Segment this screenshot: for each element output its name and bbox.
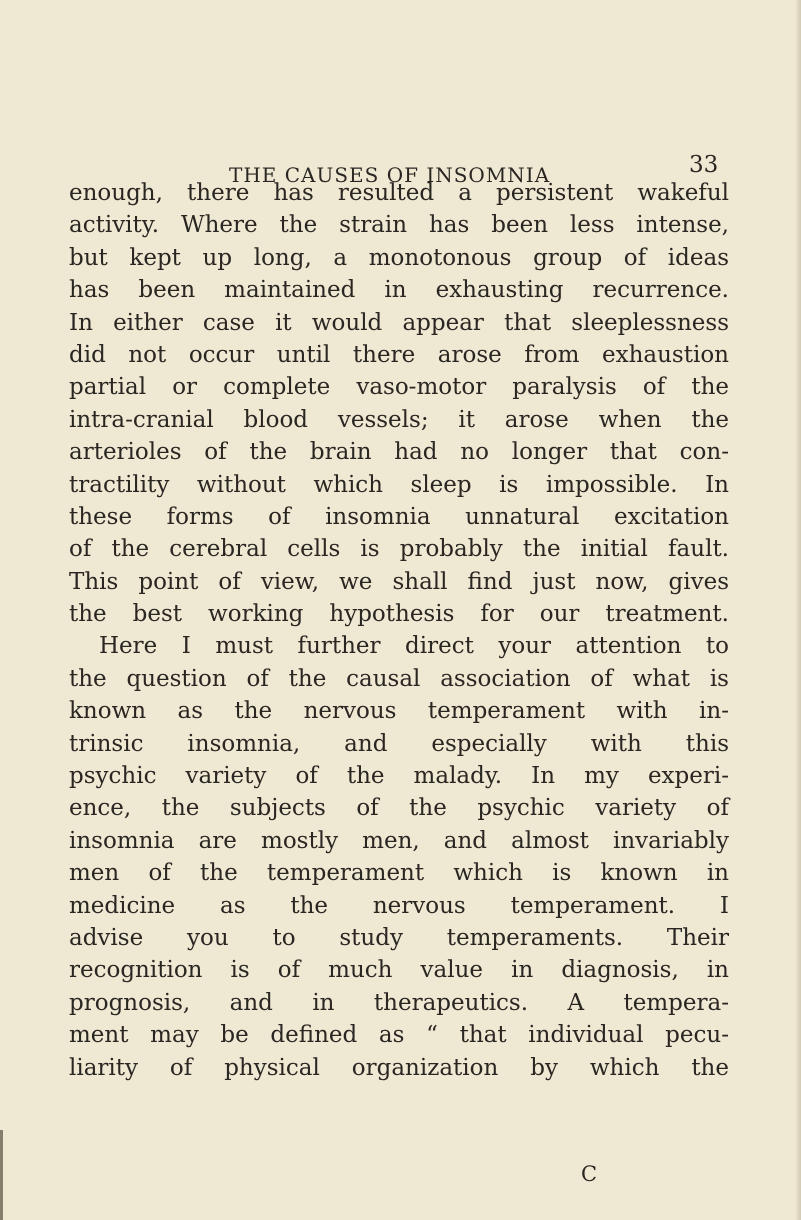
text-line: the question of the causal association of what is	[69, 665, 729, 692]
binding-mark	[0, 1130, 3, 1220]
text-line: ment may be defined as “ that individual pecu-	[69, 1022, 729, 1049]
text-line: men of the temperament which is known in	[69, 860, 729, 887]
text-line: these forms of insomnia unnatural excitation	[69, 503, 729, 530]
text-line: insomnia are mostly men, and almost invariably	[69, 827, 729, 854]
text-line: prognosis, and in therapeutics. A tempera-	[69, 989, 729, 1016]
text-line: of the cerebral cells is probably the initial fault.	[69, 536, 729, 563]
page-edge-shadow	[795, 0, 801, 1220]
text-line: trinsic insomnia, and especially with this	[69, 730, 729, 757]
text-line: arterioles of the brain had no longer that con-	[69, 439, 729, 466]
page-number: 33	[689, 152, 719, 178]
text-line: enough, there has resulted a persistent wakeful	[69, 180, 729, 206]
text-line: has been maintained in exhausting recurrence.	[69, 277, 729, 304]
text-line: partial or complete vaso-motor paralysis of the	[69, 374, 729, 401]
text-line: but kept up long, a monotonous group of ideas	[69, 244, 729, 271]
text-line: the best working hypothesis for our treatment.	[69, 601, 729, 628]
text-line: recognition is of much value in diagnosis, in	[69, 957, 729, 984]
text-line: This point of view, we shall find just now, gives	[69, 568, 729, 595]
text-line: known as the nervous temperament with in-	[69, 698, 729, 725]
text-line: liarity of physical organization by which the	[69, 1054, 729, 1081]
text-line: did not occur until there arose from exhaustion	[69, 341, 729, 368]
text-line: activity. Where the strain has been less intense,	[69, 212, 729, 239]
text-line: ence, the subjects of the psychic variety of	[69, 795, 729, 822]
text-line: advise you to study temperaments. Their	[69, 924, 729, 951]
text-line: psychic variety of the malady. In my experi-	[69, 763, 729, 790]
signature-mark: C	[581, 1162, 598, 1186]
body-text	[69, 177, 729, 1084]
text-line: tractility without which sleep is impossible. In	[69, 471, 729, 498]
running-title: THE CAUSES OF INSOMNIA	[229, 163, 551, 187]
text-line: medicine as the nervous temperament. I	[69, 892, 729, 919]
paragraph-start-line: Here I must further direct your attention to	[99, 633, 729, 660]
text-line: intra-cranial blood vessels; it arose when the	[69, 406, 729, 433]
text-line: In either case it would appear that sleeplessness	[69, 309, 729, 336]
